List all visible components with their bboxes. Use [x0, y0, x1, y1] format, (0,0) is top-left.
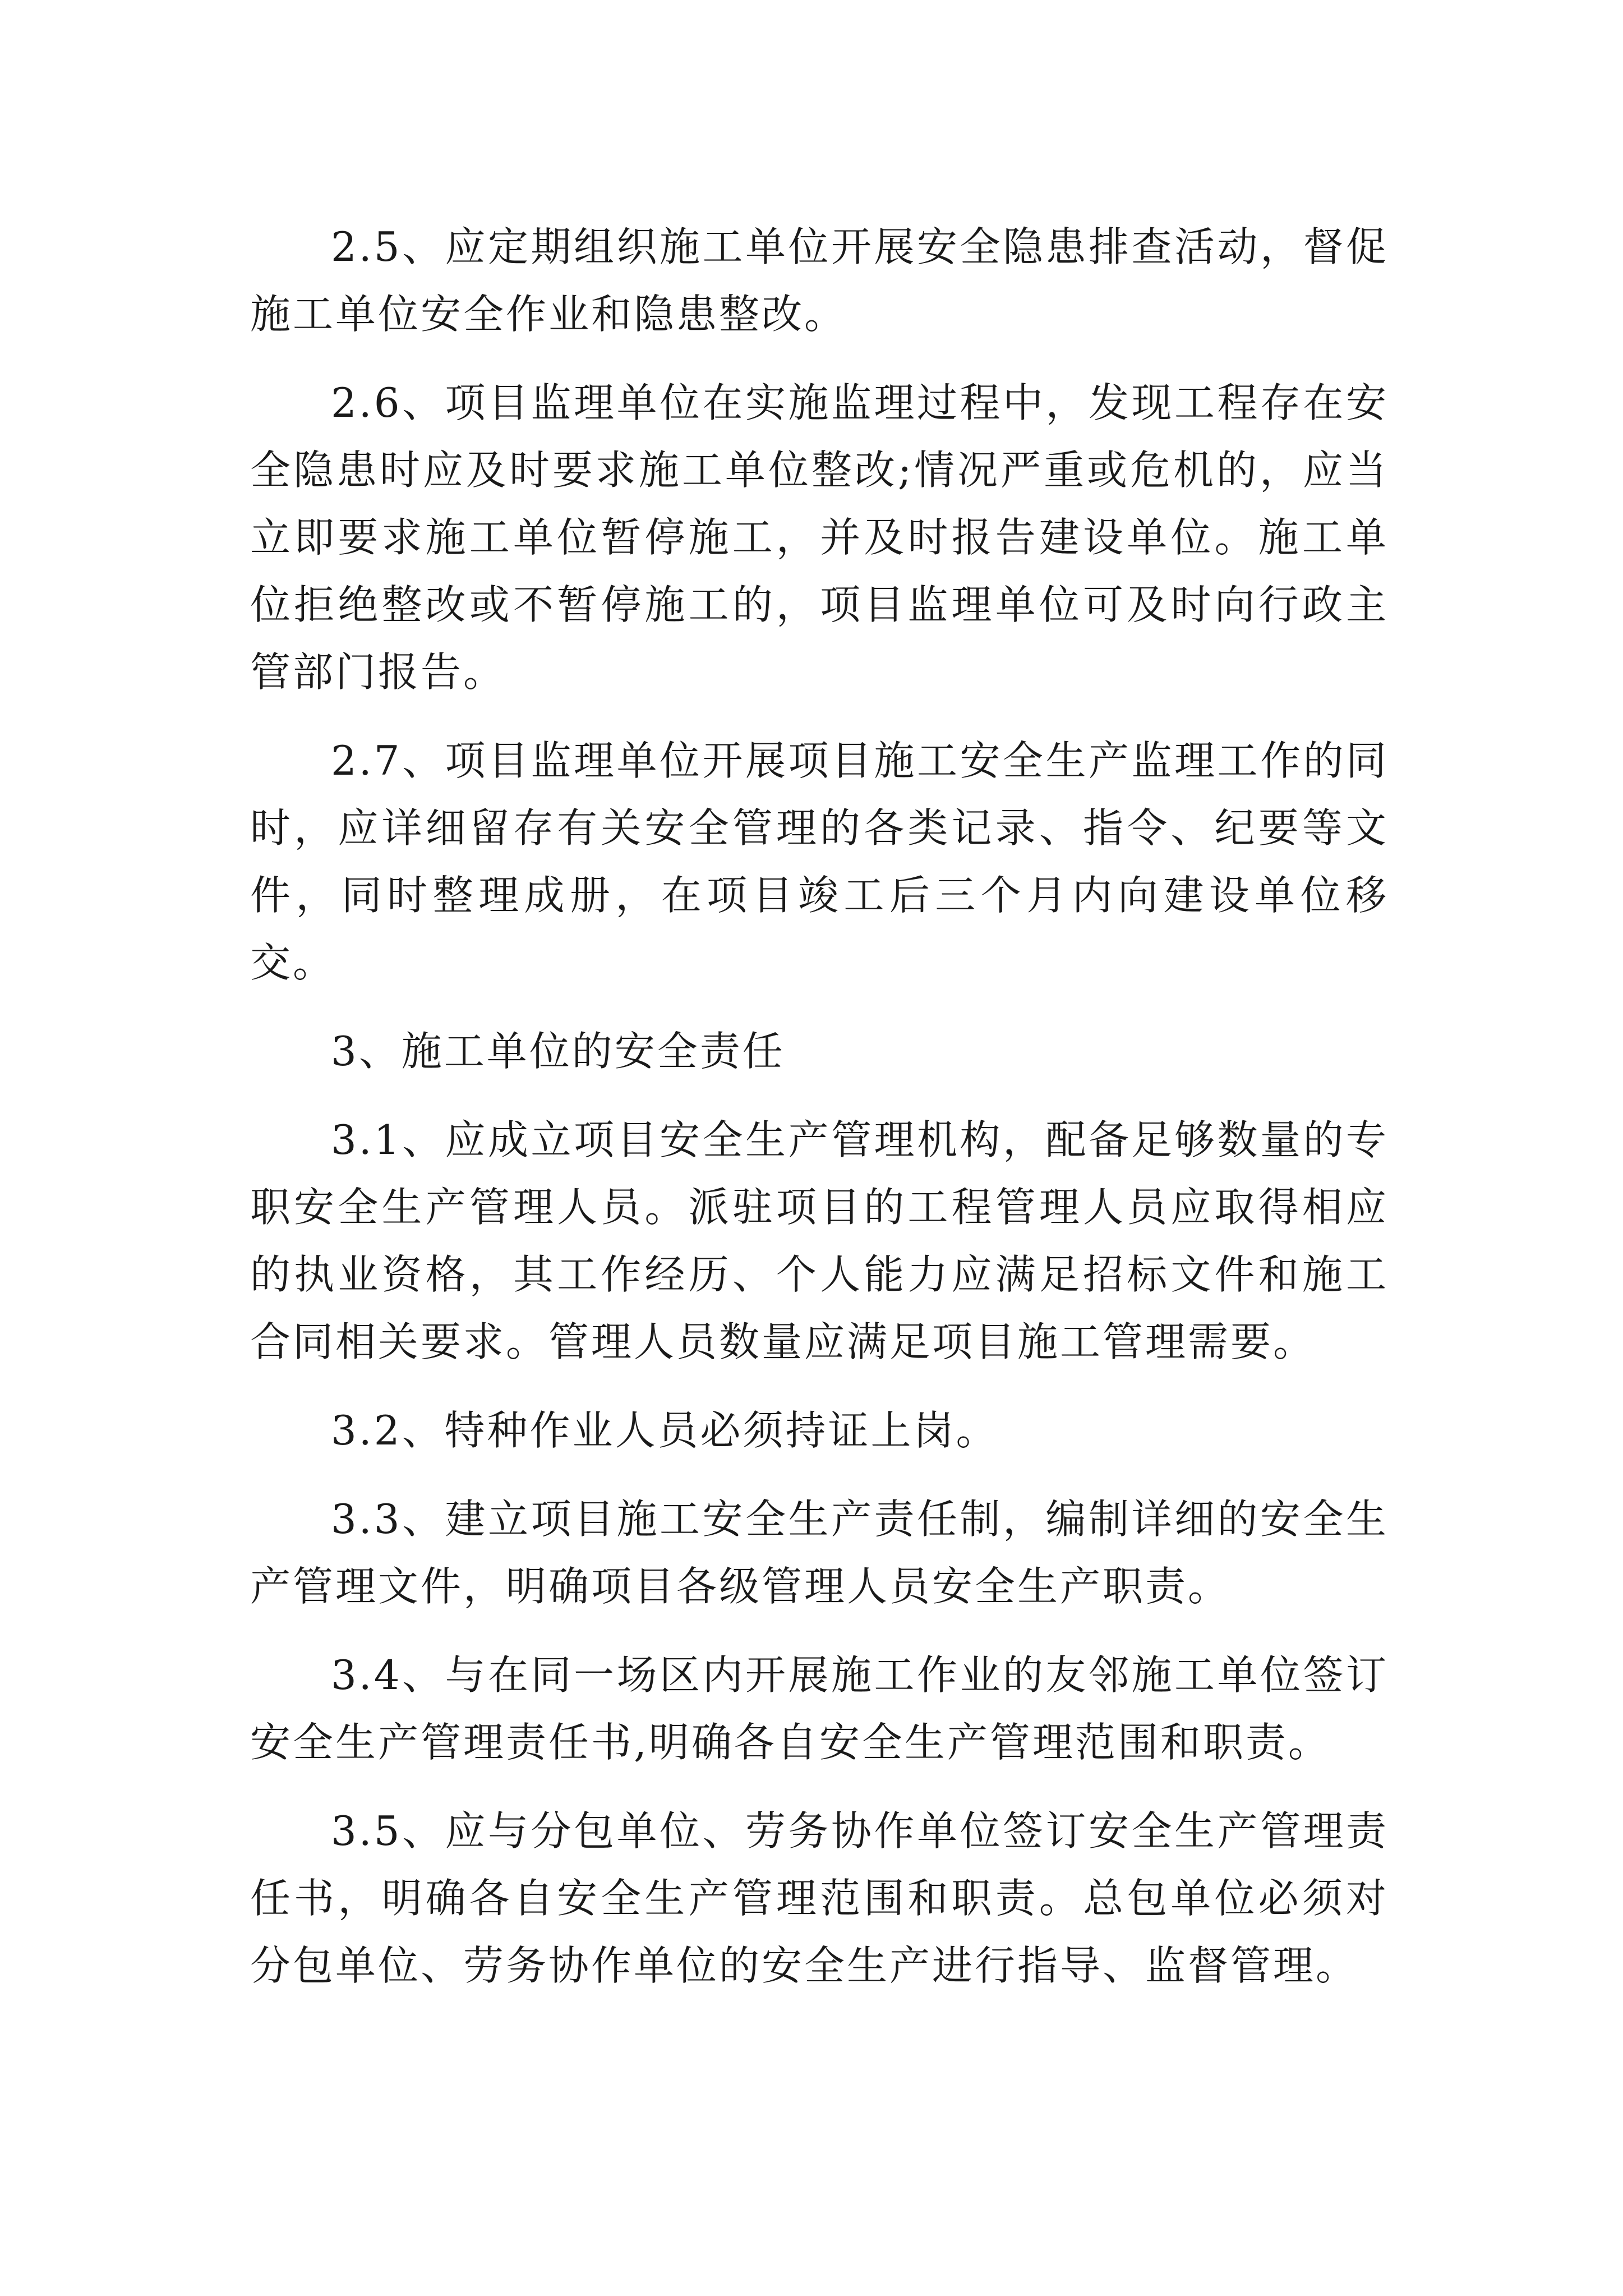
paragraph-2-6: 2.6、项目监理单位在实施监理过程中，发现工程存在安全隐患时应及时要求施工单位整改;情况严重或危机的，应当立即要求施工单位暂停施工，并及时报告建设单位。施工单位拒绝整改或不暂停施工的，项目监理单位可及时向行政主管部门报告。 — [250, 379, 1389, 696]
document-body — [250, 213, 1389, 2021]
paragraph-3-2: 3.2、特种作业人员必须持证上岗。 — [331, 1407, 999, 1454]
paragraph-3-3: 3.3、建立项目施工安全生产责任制，编制详细的安全生产管理文件，明确项目各级管理人员安全生产职责。 — [250, 1496, 1389, 1610]
paragraph-3-4: 3.4、与在同一场区内开展施工作业的友邻施工单位签订安全生产管理责任书,明确各自安全生产管理范围和职责。 — [250, 1651, 1389, 1766]
paragraph-3-1: 3.1、应成立项目安全生产管理机构，配备足够数量的专职安全生产管理人员。派驻项目的工程管理人员应取得相应的执业资格，其工作经历、个人能力应满足招标文件和施工合同相关要求。管理人员数量应满足项目施工管理需要。 — [250, 1116, 1389, 1365]
paragraph-2-7: 2.7、项目监理单位开展项目施工安全生产监理工作的同时，应详细留存有关安全管理的各类记录、指令、纪要等文件，同时整理成册，在项目竣工后三个月内向建设单位移交。 — [250, 737, 1389, 986]
paragraph-2-5: 2.5、应定期组织施工单位开展安全隐患排查活动，督促施工单位安全作业和隐患整改。 — [250, 223, 1389, 338]
section-heading-3: 3、施工单位的安全责任 — [331, 1028, 785, 1075]
paragraph-3-5: 3.5、应与分包单位、劳务协作单位签订安全生产管理责任书，明确各自安全生产管理范围和职责。总包单位必须对分包单位、劳务协作单位的安全生产进行指导、监督管理。 — [250, 1807, 1389, 1989]
